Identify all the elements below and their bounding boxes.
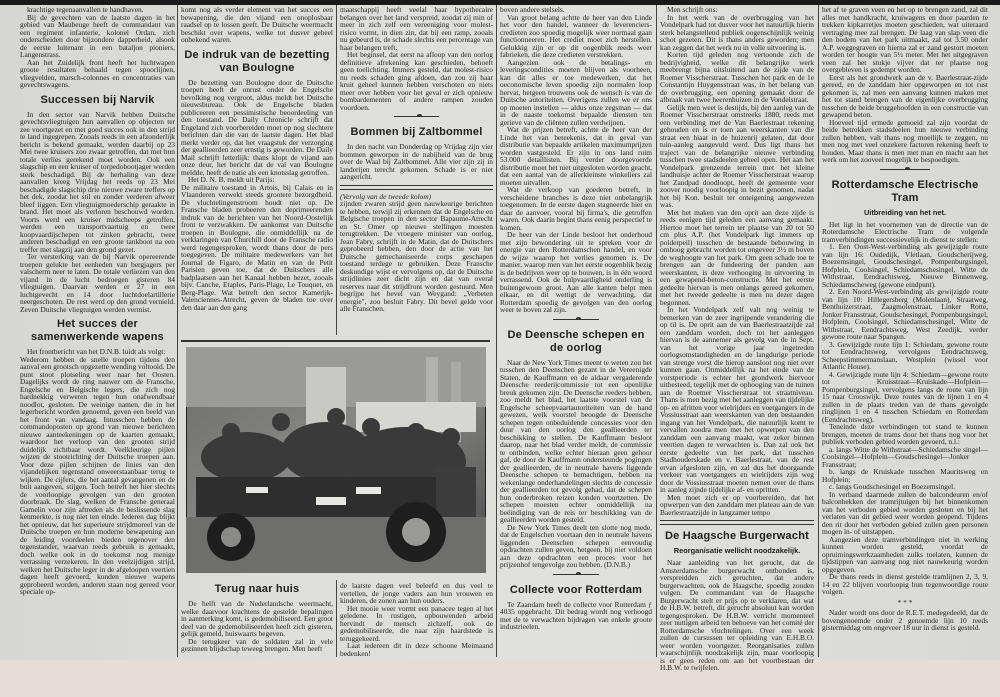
article-paragraph: Korten tijd geleden nog vertoonde zich de bedrijvigheid, welke dit belangrijke werk meebrengt bijna uitsluitend aan de zijde van de Roemer Visscherstraat. Tusschen het park en de 1e Constantijn Huygensstraat was, in het belang van de overbrugging, een opening gemaakt door de afbraak van twee heerenhuizen in de Vondelstraat. bbox=[660, 50, 814, 104]
section-ornament bbox=[500, 314, 652, 324]
article-paragraph: Nader wordt ons door de R.E.T. medegedeeld, dat de bovengenoemde onder 2 genoemde lijn 10 reeds gistermiddag om ongeveer 18 uur in dienst is gesteld. bbox=[822, 608, 988, 632]
article-paragraph: In het werk van de overbrugging van het Vondelpark had tot dusver voor het natuurlijk hierin sterk belangstellend publiek oogenschijnlijk weinig schot gezeten. Dit is thans anders geworden; men kan zeggen dat het werk nu in volle uitvoering is. bbox=[660, 12, 814, 52]
article-paragraph: Het ligt in het voornemen van de directie van de Roterdamsche Electrische Tram de volgende tramverbindingen successievelijk in dienst te stellen: bbox=[822, 219, 988, 244]
article-paragraph: (Vervolg van de tweede kolom) bbox=[340, 191, 432, 201]
article-paragraph: De heer van der Linde besloot het onderhoud met zijn bewondering uit te spreken voor de energie van den Rotterdamschen handel, en voor de wijze waarop het verlies genomen is. De manier, waarop men van het eerste oogenblik bezig is de bedrijven weer op te bouwen, is in één woord verrassend. Ook de hulpvaardigheid onderling is buitengewoon groot. Aan alle kanten helpt men elkaar, en dit wettigt de verwachting, dat Rotterdam spoedig de gevolgen van den oorlog weer te boven zal zijn. bbox=[500, 230, 652, 314]
article-paragraph: komt nog als verder element van het succes een bewapening, die den vijand een onoplosbaar raadsel op te lossen geeft. De Duitsche weermacht beschikt over wapens, welke tot dusver geheel onbekend waren. bbox=[181, 5, 333, 44]
column-divider bbox=[177, 5, 178, 657]
article-paragraph: zijnden zwaren strijd geen nauwkeurige berichten te hebben, terwijl zij erkennen dat de Engelsche en Belgische troepen in den sector Bapaume-Atrecht en St. Omer op nieuwe stellingen moesten terugtrekken. De vroegere minister van oorlog, Jean Fabry, schrijft in de Matin, dat de Duitschers geprobeerd hebben, den door de actie van het Duitsche gemechaniseerde corps geschapen toestand terdege te gebruiken. Deze Fransche deskundige wijst er vervolgens op, dat de Duitsche strijdlinies zeer dicht zijn en dat van overal reserves naar dit strijdfront worden gestuurd. Men begrijpe het bevel van Weygand: „Verbeten energie", zoo besluit Fabry. Dit bevel gelde voor alle Franschen. bbox=[340, 199, 493, 313]
column-4 bbox=[500, 6, 652, 631]
article-paragraph: De militaire toestand in Artois, bij Calais en in Vlaanderen verwekt steeds grootere bezorgdheid. De vluchtelingenstroom houdt niet op. De Fransche bladen probeeren den deprimeerenden indruk van de berichten van het Noord-Oostelijk front te verzwakken. De aankomst van Duitsche troepen in Boulogne, die onmiddellijk na de verklaringen van Churchill door de Fransche radio werd tegengesproken, wordt thans door de pers toegegeven. De militaire medewerkers van het Journal de Figaro, de Matin en van de Petit Parisien geven toe, dat de Duitschers alle badplaatsen aan het Kanaal hebben bezet, zooals bijv. Canche, Etaples, Paris-Plage, Le Touquet, en Berg-Plage. Wat betreft den sector Kamerijk-Valenciennes-Atrecht, geven de bladen toe over den daar aan den gang bbox=[181, 182, 333, 312]
news-photo-soldiers-on-truck bbox=[181, 340, 490, 578]
article-paragraph: Ter versterking van de bij Narvik opereerende troepen gelukte het eenheden van bergjagers per valscherm neer te laten. De totale verliezen van den vijand in de lucht bedroegen gisteren 84 vliegtuigen. Daarvan werden er 27 in een luchtgevecht en 14 door luchtdoelartillerie neergeschoten. De rest werd op den grond vernield. Zeven Duitsche vliegtuigen werden vermist. bbox=[20, 252, 175, 314]
section-ornament bbox=[340, 111, 493, 121]
article-paragraph: de laatste dagen veel beleefd en dus veel te vertellen, de jonge vaders aan hun vrouwen en kinderen, de zonen aan hun ouders. bbox=[340, 581, 493, 605]
article-paragraph: Het beginsel, dat eerst na afloop van den oorlog definitieve afrekening kan geschieden, behoeft geen toelichting. Immers gesteld, dat molest-risico nu reeds schaden ging afdoen, dan zou zij haar kruit geheel kunnen hebben verschoten en niets meer over hebben voor het geval er zich opnieuw bombardementen of andere rampen zouden voordoen. bbox=[340, 50, 493, 112]
column-6 bbox=[822, 6, 988, 632]
article-paragraph: a. langs Witte de Withstraat—Schiedamsche singel—Coolsingel—Hofplein—Goudschesingel—Jonker Fransstraat; bbox=[822, 444, 988, 469]
article-paragraph: De thans reeds in dienst gestelde tramlijnen 2, 3, 9, 14 en 22 blijven voorloopig hun tegenwoordige route volgen. bbox=[822, 572, 988, 596]
column-5 bbox=[660, 6, 814, 672]
article-paragraph: Wederom hebben de snelle troepen tijdens den aanval een grootsch opgezette wending voltooid. De punt stoot plotseling weer naar het Oosten. Dagelijks wordt de ring nauwer om de Fransche, Engelsche en Belgische legers, die zich nog hardnekkig verweren tegen hun onafwendbaar noodlot, gesloten. De weinige namen, die in het legerbericht worden genoemd, geven een beeld van het front van vandaag. Intusschen hebben de commandoposten op grond van nieuwe berichten nieuwe aanteekeningen op de kaarten gemaakt, waardoor het verloop van den grooten strijd duidelijk zichtbaar wordt. Veelkleurige pijlen wijzen de stootrichting der Duitsche troepen aan. Voor deze pijlen schijnen de linies van den vijandelijken tegenstand onweerstaanbaar terug te wijken. De cijfers, die het aantal gevangenen en de buit aangeven, stijgen. Toch betreft het hier slechts de voorloopige gevolgen van den grooten doorbraak. De slag, welken de Fransche generaal Gamelin voor zijn aftreden als de beslissende slag kenmerkte, is nog niet ten einde. Iederen dag blijkt het opnieuw, dat het superieure strijdmoreel van de Duitsche troepen en hun moderne bewapening aan de leiding voordeelen bieden tegenover den tegenstander, waarvan reeds gebruik is gemaakt, doch welke ook in de toekomst nog menige verrassing verzekeren. In den veelzijdigen strijd, welken het Duitsche leger in de afgeloopen veertien dagen heeft gevoerd, konden nieuwe wapens geprobeerd worden, anderen staan nog gereed voor speciale op- bbox=[20, 354, 175, 596]
article-paragraph: c. langs Goudschesingel en Boezemsingel. bbox=[829, 482, 956, 491]
article-paragraph: 2. Een Noord-West-verbinding als gewijzigde route van lijn 10: Hillegersberg (Molenlaan), Straatweg, Benthuizerstraat, Zaagmolenstraat, Linker Rotte, Jonker Fransstraat, Goudschesingel, Pompenburgsingel, Hofplein, Coolsingel, Schiedamschesingel, Witte de Withstraat, Eendrachtsweg, West Zeedijk, verder gewone route naar Spangen. bbox=[822, 287, 988, 341]
headline: De Haagsche Burgerwacht bbox=[665, 530, 809, 542]
article-paragraph: Wat de prijzen betreft, achtte de heer van der Linde het van beteekenis, dat in geval van distributie van bepaalde artikelen maximumprijzen worden vastgesteld. Er zijn in ons land ruim 53.000 detaillisten. Bij verder doorgevoerde distributie moet het niet uitgesloten worden geacht, dat een aantal van de allerkleinste winkeliers zal moeten uitvallen. bbox=[500, 125, 652, 187]
column-1 bbox=[20, 6, 175, 596]
column-divider bbox=[496, 5, 497, 657]
column-divider bbox=[818, 5, 819, 657]
article-paragraph: maatschappij heeft veelal haar hypothecaire belangen over het land verspreid, zoodat zij min of meer in zich zelf een vereeniging voor molest-risico vormt, in dien zin, dat bij een ramp, zooals nu gebeurd is, de schade slechts een percentage van haar belangen treft. bbox=[340, 5, 493, 52]
article-paragraph: In verband daarmede zullen de balcondeuren en/of balconhekken der tramrijtuigen bij het binnenkomen van het verboden gebied worden gesloten en bij het verlaten van dit gebied weer worden geopend. Tijdens den rit door het verboden gebied zullen geen personen mogen in- of uitstappen. bbox=[822, 489, 988, 536]
article-paragraph: Het mooie weer vormt een panacee tegen al het geledene. In rustigen, opbouwenden arbeid hervindt de mensch zichzelf, ook de gedemobiliseerde, die naar zijn haardstede is teruggekeerd. bbox=[340, 603, 493, 643]
headline: De Deensche schepen en de oorlog bbox=[507, 328, 645, 354]
headline: Het succes der samenwerkende wapens bbox=[30, 318, 164, 343]
article-paragraph: De terugkeer van de soldaten zal in vele gezinnen blijdschap teweeg brengen. Men heeft bbox=[181, 636, 333, 653]
article-paragraph: Het frontbericht van het D.N.B. luidt als volgt: bbox=[27, 347, 166, 356]
column-2-lower bbox=[181, 578, 333, 653]
article-paragraph: In den sector van Narvik hebben Duitsche gevechtsvliegtuigen hun aanvallen op objecten ter zee voortgezet en met goed succes ook in den strijd te land ingegrepen. Zooals reeds in een afzonderlijk bericht is bekend gemaakt, werden daarbij op 23 Mei twee kruisers zoo zwaar getroffen, dat met hun totale verlies gerekend moet worden. Ook een slagschip en een kruiser of torpedobootjager werden sterk beschadigd. Bij de herhaling van deze aanvallen kreeg Vrijdag het reeds op 23 Mei beschadigde slagschip drie nieuwe zware treffers op het dek, zoodat het stil en zonder verderen afweer bleef liggen. Een vliegtuigmoederschip geraakte in brand. Het moet als verloren beschouwd worden. Voorts werd een kruiser midscheeps getroffen, werden een transportvaartuig en twee koopvaardijschepen tot zinken gebracht, twee anderen beschadigd en een groote tankboot na een treffer met slagzij aan den grond gezet. bbox=[20, 109, 175, 254]
article-paragraph: 1. Een Oost-West-verbinding als gewijzigde route van lijn 16: Oudedijk, Vletlaan, Goudscherijweg, Boezemsingel, Goudschesingel, Pompenburgsingel, Hofplein, Coolsingel, Schiedamschesingel, Witte de Withstraat, Eendrachtsweg, Nieuwe Binnenweg, Schiedamscheweg (gewone eindpunt). bbox=[822, 242, 988, 289]
article-paragraph: De helft van de Nederlandsche weermacht, welke daarvoor krachtens de gestelde bepalingen in aanmerking komt, is gedemobiliseerd. Een groot deel van de gedemobiliseerden heeft zich gisteren, gelijk gemeld, huiswaarts begeven. bbox=[181, 599, 333, 638]
column-3-lower bbox=[340, 582, 493, 657]
article-paragraph: Gelijk men weet is destijds, bij den aanleg van de Roemer Visscherstraat omstreeks 1880, reeds met een verbinding met de Van Baerlestraat rekening gehouden en is er toen aan weerskanten van die straat een hiaat in de huizenrij gelaten, dat door tuin-aanleg aangevuld werd. Dus ligt thans het traject van de belangrijke nieuwe verbinding tusschen twee stadsdeelen geheel open. Het aan het Vondelpark grenzende terrein met het kleine landhuisje achter de Roemer Visscherstraat waarop het Zandpad doodloopt, heeft de gemeente voor zoover noodig voorloopig in bezit genomen, nadat het bij Kon. besluit ter onteigening aangewezen was. bbox=[660, 102, 814, 209]
article-paragraph: Men schrijft ons: bbox=[667, 5, 718, 14]
double-rule-divider bbox=[660, 520, 814, 525]
headline: Terug naar huis bbox=[214, 583, 300, 595]
article-paragraph: Aangezien deze tramverbindingen niet in werking kunnen worden gesteld, voordat de opruimingswerkzaamheden zulks toelaten, kunnen de tijdstippen van aanvang nog niet nauwkeurig worden opgegeven. bbox=[822, 534, 988, 574]
article-paragraph: De bezetting van Boulogne door de Duitsche troepen heeft de onrust onder de Engelsche bevolking nog vergroot, aldus meldt het Duitsche nieuwsbureau. Ook de Engelsche bladen publiceeren een pessimistische beoordeeling van den toestand. De Daily Chronicle schrijft dat Engeland zich voorbereiden moet op nog slechtere berichten dan die van de laatste dagen. Het blad merkt verder op, dat het vraagstuk der verzorging der geallieerden zeer ernstig is geworden. De Daily Mail schrijft letterlijk: thans klopt de vijand aan onze deur, het bericht dat de val van Boulogne meldde, heeft de natie als een knotsslag getroffen. bbox=[181, 77, 333, 177]
subheadline: Reorganisatie wellicht noodzakelijk. bbox=[673, 546, 801, 555]
headline: Collecte voor Rotterdam bbox=[509, 583, 643, 596]
article-paragraph: Wat de verkoop van goederen betreft, in verscheidene branches is deze niet onbelangrijk toegenomen. In de eerste dagen stagneerde hier en daar de aanvoer, vooral bij firma's, die getroffen waren. Ook daarin begint thans eenig perspectief te komen. bbox=[500, 185, 652, 232]
article-paragraph: boven andere stelsels. bbox=[500, 5, 565, 14]
article-paragraph: In den nacht van Donderdag op Vrijdag zijn vier bommen geworpen in de nabijheid van de brug over de Waal bij Zaltbommel. Alle vier zijn zij in landerijen terecht gekomen. Schade is er niet aangericht. bbox=[340, 142, 493, 181]
article-paragraph: Eerst als het grondwerk aan de v. Baerlestraat-zijde gereed, en de zanddam hier opgeworpen en tot rust gekomen is, zal men een aanvang kunnen maken met het tot stand brengen van de eigenlijke overbrugging tusschen de beide bruggehoofden in een constructie van gewapend beton. bbox=[822, 72, 988, 119]
article-paragraph: Aangezien ook de betalings- en leveringscondities moeten blijven als voorheen, kan dit alles er toe medewerken, dat het oeconomische leven spoedig zijn normalen loop hervat, hetgeen trouwens ook de wensch is van de Duitsche autoriteiten. Overigens zullen we er ons op moeten instellen — aldus onze zegsman — dat in de naaste toekomst bepaalde diensten ten gerieve van de cliënten zullen verdwijnen. bbox=[500, 57, 652, 127]
headline: Successen bij Narvik bbox=[40, 93, 155, 106]
article-paragraph: Aan het Zuidelijk front heeft het luchtwapen groote resultaten behaald tegen spoorlijnen, vliegvelden, marsch-colonnes en concentraties van gevechtswagens. bbox=[20, 57, 175, 89]
column-divider bbox=[336, 580, 337, 657]
article-paragraph: Bij de gevechten van de laatste dagen in het gebied van Maubeuge heeft de commandant van een regiment infanterie, kolonel Ordan, zich onderscheiden door bijzondere dapperheid, alsook de eerste luitenant in een bataljon pioniers, Langenstrass. bbox=[20, 12, 175, 59]
subheadline: Uitbreiding van het net. bbox=[863, 207, 947, 217]
headline: Rotterdamsche Electrische Tram bbox=[831, 178, 979, 204]
article-paragraph: Naar aanleiding van het gerucht, dat de Amsterdamsche burgerwacht ontbonden is, verspreidden zich geruchten, dat andere burgerwachten, ook de Haagsche, spoedig zouden volgen. De commandant van de Haagsche Burgerwacht stelt er prijs op te verklaren, dat wat de H.B.W. betreft, dit gerucht absoluut kan worden tegengesproken. De H.B.W. verricht momenteel zeer nuttigen arbeid ten behoeve van het comité der Rotterdamsche vluchtelingen. Over een week zullen de cursussen ter opleiding van E.H.B.O. weer worden voortgezet. Reorganisaties zullen waarschijnlijk noodzakelijk zijn, maar voorloopig is er geen reden om aan het voortbestaan der H.B.W. te twijfelen. bbox=[660, 558, 814, 672]
article-paragraph: 3. Gewijzigde route lijn 1: Schiedam, gewone route tot Eendrachtsweg, vervolgens Eendrachtsweg, Scheepstimmermanslaan, Westplein (wissel voor Atlantic House). bbox=[822, 339, 988, 371]
article-paragraph: * * * bbox=[897, 597, 913, 607]
article-paragraph: Het D. N. B. meldt uit Parijs: bbox=[188, 175, 275, 184]
article-paragraph: 4. Gewijzigde route lijn 4: Schiedam—gewone route tot Kruisstraat—Kruiskade—Hofplein—Pompenburgsingel, vervolgens langs de route van lijn 15 naar Crooswijk. Deze routes van de lijnen 1 en 4 zullen in de plaats treden van de thans gevolgde ringlijnen 1 en 4 tusschen Schiedam en Rotterdam (Eendrachtsweg). bbox=[822, 369, 988, 424]
column-divider bbox=[656, 5, 657, 657]
article-paragraph: Teneinde deze verbindingen tot stand te kunnen brengen, moeten de trams door het thans nog voor het publiek verboden gebied worden gevoerd, n.l.: bbox=[822, 422, 988, 446]
column-divider bbox=[336, 5, 337, 335]
article-paragraph: Laat iedereen dit in deze schoone Meimaand bedenken! bbox=[340, 641, 493, 658]
article-paragraph: Men moet zich er op voorbereiden, dat het opwerpen van den zanddam met plateau aan de van Baerlestraatzijde in langzamer tempo bbox=[660, 492, 814, 517]
article-paragraph: De New York Times deelt ten slotte nog mede, dat de Engelschen voortaan den in neutrale havens liggenden Deenschen schepen eenvoudig opdrachten zullen geven, hetgeen, bij niet voldoen aan deze opdrachten een proces voor het prijzenhof tengevolge zou hebben. (D.N.B.) bbox=[500, 522, 652, 569]
section-ornament bbox=[500, 569, 652, 579]
article-paragraph: Met het maken van den oprit aan deze zijde is reeds eenigen tijd geleden een aanvang gemaakt. Hiertoe moet het terrein ter plaatse van 20 tot 50 cm plus A.P. (het Vondelpark ligt immers op polderpeil) tusschen de bestaande bebouwing in omhoog gebracht worden tot ongeveer 3½ m boven de weghoogte van het park. Om geen schade toe te brengen aan de fundeering der panden aan weerskanten, is deze verhooging in uitvoering in een gewapend-beton-constructie. Met het eerste gedeelte hiervan is men onlangs gereed gekomen, met het tweede gedeelte is men nu dezer dagen begonnen. bbox=[660, 207, 814, 307]
article-paragraph: Te Zaandam heeft de collecte voor Rotterdam ƒ 4035 opgebracht. Dit bedrag wordt nog verhoogd met de te verwachten bijdragen van enkele groote industrieelen. bbox=[500, 599, 652, 631]
section-ornament bbox=[822, 164, 988, 174]
double-rule-divider bbox=[340, 185, 493, 190]
column-2 bbox=[181, 6, 333, 311]
headline: De indruk van de bezetting van Boulogne bbox=[184, 48, 330, 74]
column-3 bbox=[340, 6, 493, 313]
photo-image bbox=[186, 347, 486, 573]
article-paragraph: krachtige tegenaanvallen te handhaven. bbox=[27, 5, 144, 14]
article-paragraph: het af te graven veen en het op te brengen zand, zal dit alles met handkracht, kruiwagens en door paarden te trekken kipkarretjes moeten geschieden, wat uiteraard vertraging mee zal brengen. De laag van slap veen die den bodem van het park uitmaakt, zal tot 3.50 onder A.P. weggegraven en hierna zal er zand gestort moeten worden ter hoogte van 5½ meter. Met het uitgegraven veen zal het stukje vijver dat ter plaatse nog overgebleven is gedempt worden. bbox=[822, 5, 988, 74]
article-paragraph: Hoeveel tijd ermede gemoeid zal zijn voordat de beide betrokken stadsdeelen hun nieuwe verbinding zullen hebben, valt thans nog moeilijk te zeggen, nu men nog met veel onzekere factoren rekening heeft te houden. Maar thans is men met man en macht aan het werk om het zooveel mogelijk te bespoedigen. bbox=[822, 117, 988, 164]
article-paragraph: Van groot belang achtte de heer van den Linde het voor den handel, wanneer de leverenciers-credieten zoo spoedig mogelijk weer normaal gaan functionneeren. Het crediet moet zich herstellen. Gelukkig zijn er op dit oogenblik reeds weer fabrieken, die deze credieten verstrekken. bbox=[500, 12, 652, 59]
headline: Bommen bij Zaltbommel bbox=[350, 126, 483, 138]
article-paragraph: Naar de New York Times meent te weten zou het tusschen den Deenschen gezant in de Vereenigde Staten, de Kauffmann en de aldaar vergaderende Deensche reederijcommissie tot een openlijke breuk gekomen zijn. De Deensche reeders hebben, zoo meldt het blad, het laatste voorstel van de Engelsche scheepvaartautoriteiten van de hand gewezen, welk voorstel beoogde de Deensche schepen tegen onbeduidende concessies voor den duur van den oorlog den geallieerden ter beschikking te stellen. De Kauffmann besloot daarop, naar het blad verder meldt, de commissie te ontbinden, welke echter hieraan geen gehoor gaf, de door de Kauffmann ondersteunde pogingen der geallieerden, de in neutrale havens liggende Deensche schepen te bemachtigen, hebben na wekenlange onderhandelingen slechts de concessie der geallieerden tot gevolg gehad, dat de schepen hun onderbroken reizen konden voortzetten. De schepen moesten echter onmiddellijk na beëindiging van de reis ter beschikking van de geallieerden worden gesteld. bbox=[500, 357, 652, 524]
article-paragraph: b. langs de Kruiskade tusschen Mauritsweg en Hofplein; bbox=[822, 467, 988, 484]
article-paragraph: In het Vondelpark zelf valt nog weinig te bemerken van de zeer ingrijpende verandering die op til is. De oprit aan de van Baerlestraatzijde zal een zanddam worden, doch tot het aanleggen hiervan is de aannemer als gevolg van de in Sept. van het vorige jaar ingetreden oorlogsomstandigheden en de langdurige periode van strenge vorst die hierop aansloot nog niet over kunnen gaan. Onmiddellijk na het einde van de vorstperiode is echter het grondwerk hiervoor uitbesteed, tegelijk met de ophooging van de tuinen aan de Roemer Visscherstraat tot straatniveau. Thans is men bezig met het aanleggen van tijdelijke op- en afritten voor wielrijders en voetgangers in de Vossiusstraat aan weerskanten van den bestaanden ingang van het Vondelpark, die natuurlijk komt te vervallen zoodra men met het opwerpen van den zanddam een aanvang maakt, wat zeker binnen veertien dagen te verwachten is. Dan zal ook het eerste gedeelte van het park, dat tusschen Stadhouderskade en v. Baerlestraat, van de rest ervan afgesloten zijn, en zal dus het doorgaande verkeer van voetgangers en wielrijders zijn weg door de Vossiusstraat moeten nemen over de thans in aanleg zijnde tijdelijke af- en opritten. bbox=[660, 305, 814, 494]
